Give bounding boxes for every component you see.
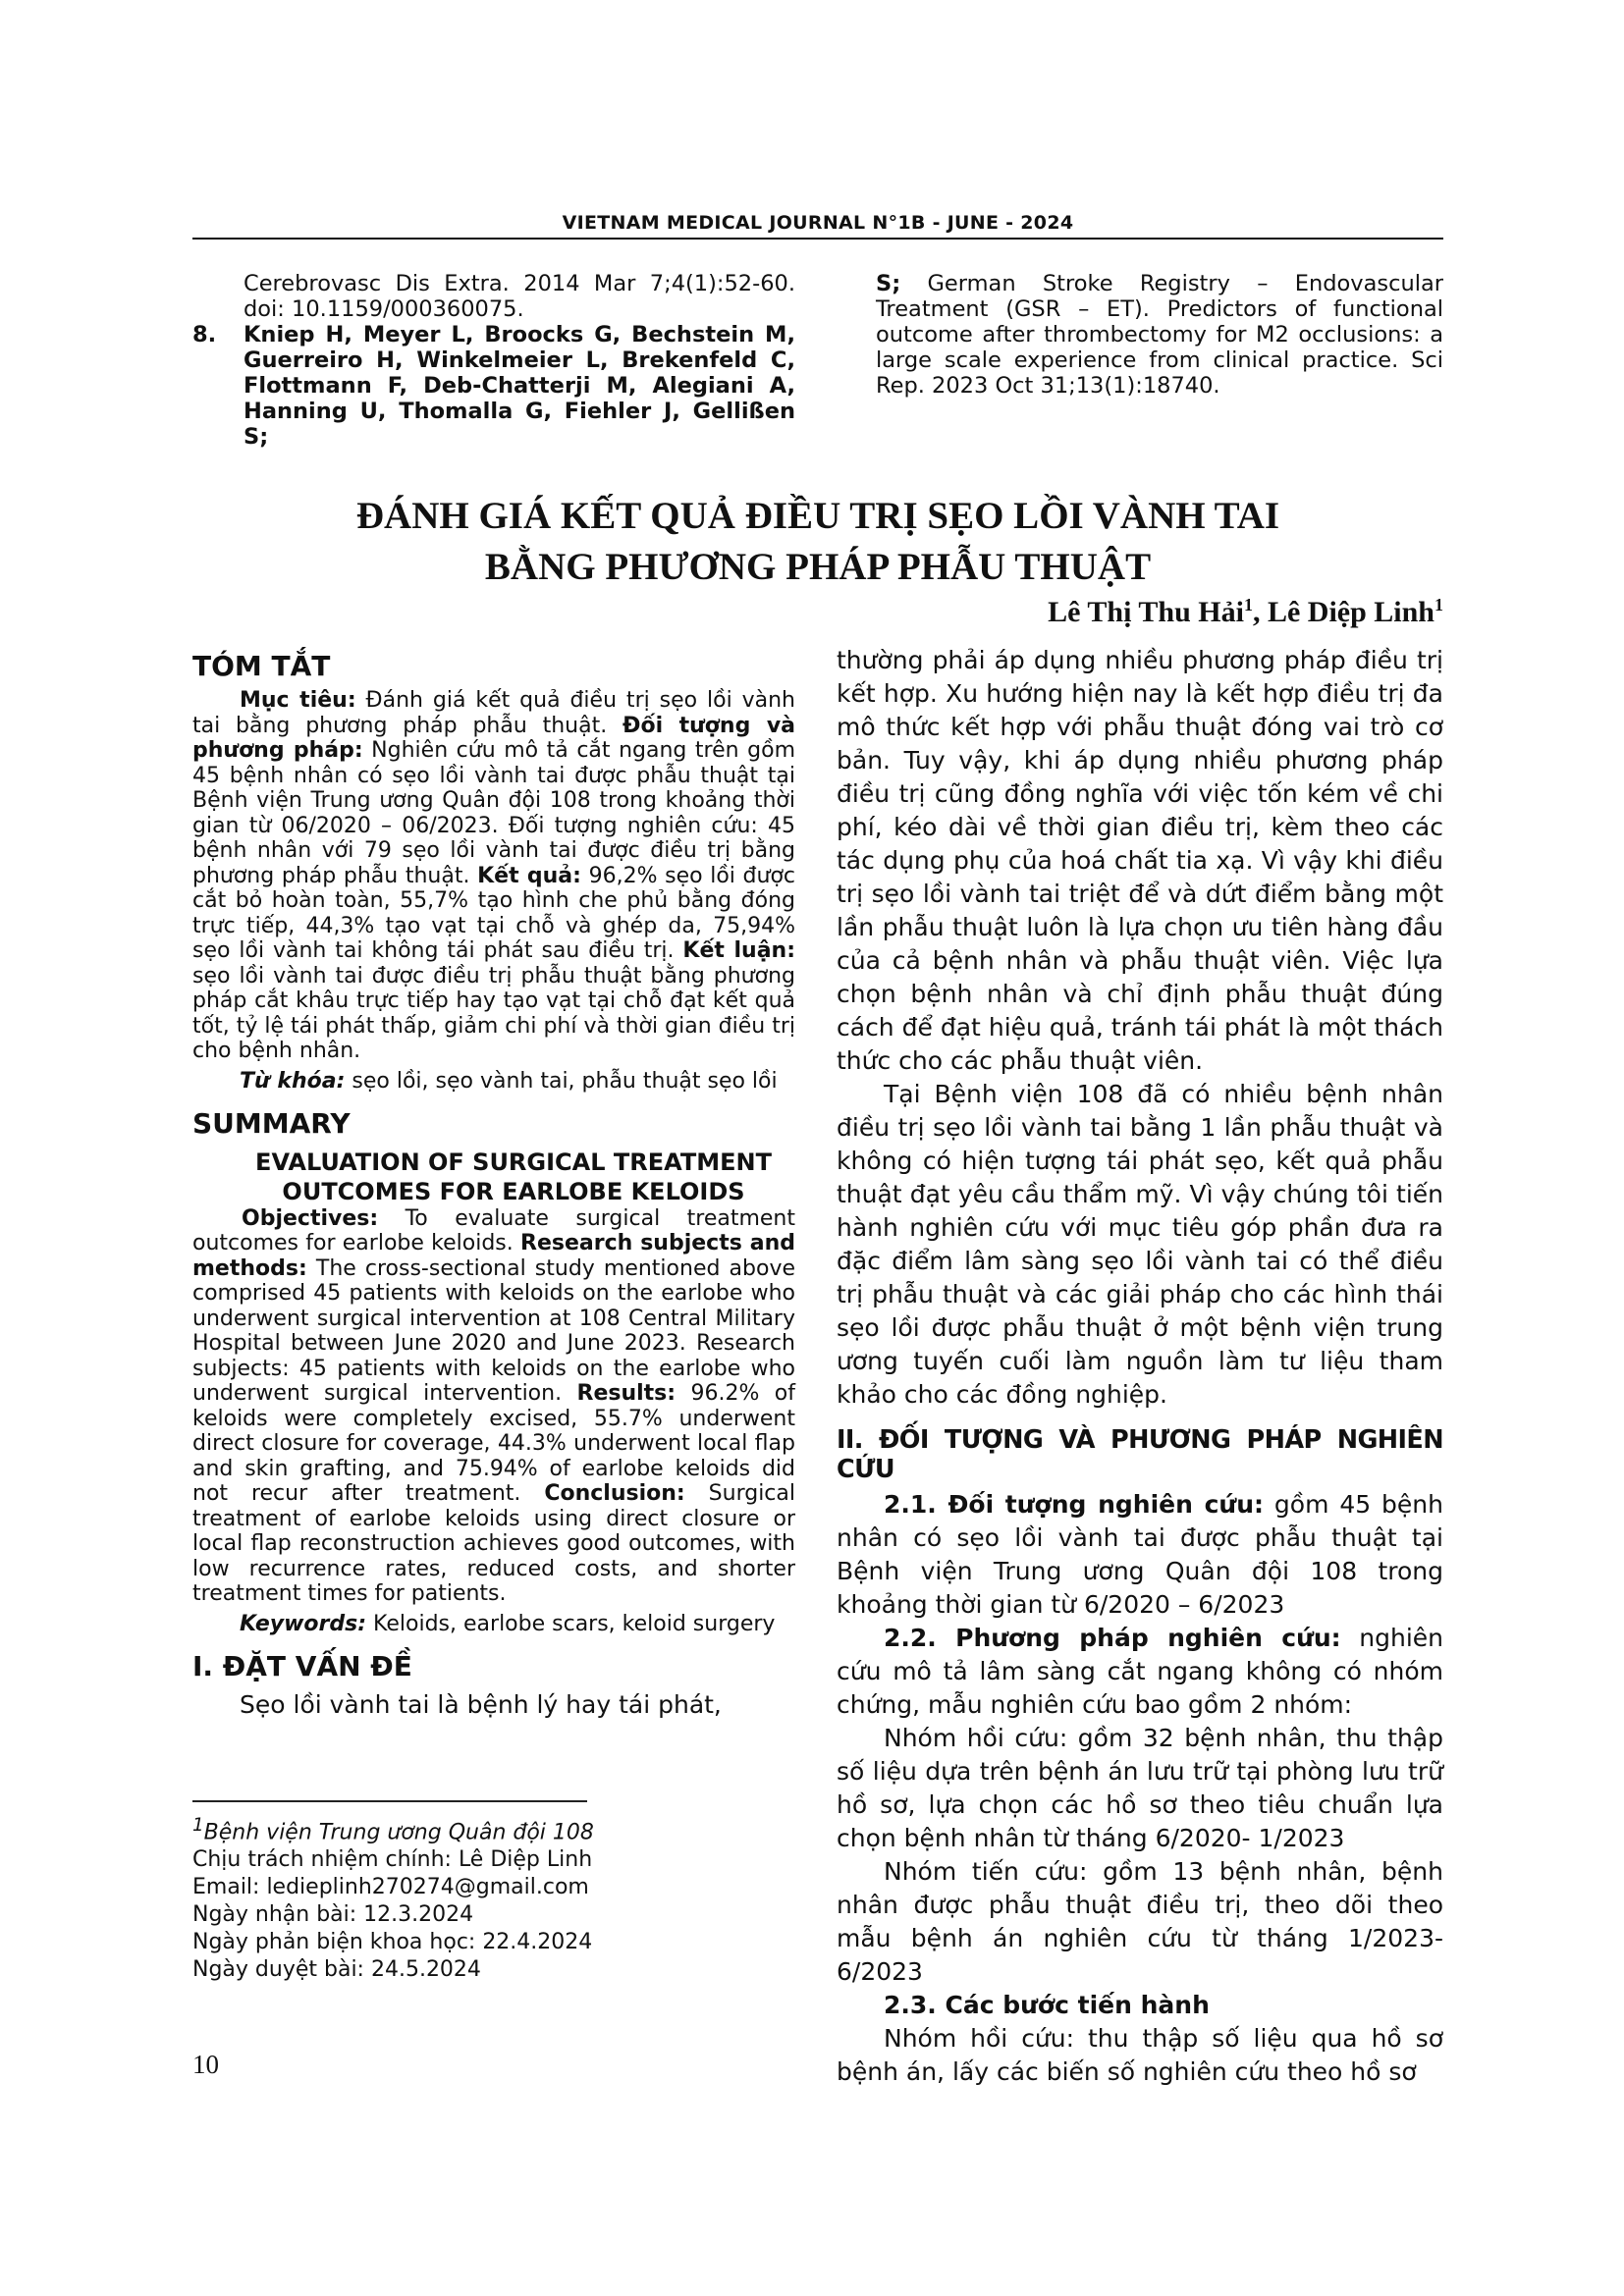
page-number: 10	[192, 2050, 219, 2079]
summary-heading: SUMMARY	[192, 1106, 351, 1140]
summary-title-line2: OUTCOMES FOR EARLOBE KELOIDS	[282, 1177, 745, 1205]
left-column	[192, 644, 795, 1722]
summary-keywords-label: Keywords:	[240, 1611, 367, 1636]
section-1-paragraph-1-continued: thường phải áp dụng nhiều phương pháp điều trị kết hợp. Xu hướng hiện nay là kết hợp điều trị đa mô thức kết hợp với phẫu thuật đóng vai trò cơ bản. Tuy vậy, khi áp dụng nhiều phương pháp điều trị cũng đồng nghĩa với việc tốn kém về chi phí, kéo dài về thời gian điều trị, kèm theo các tác dụng phụ của hoá chất tia xạ. Vì vậy khi điều trị sẹo lồi vành tai triệt để và dứt điểm bằng một lần phẫu thuật luôn là lựa chọn ưu tiên hàng đầu của cả bệnh nhân và phẫu thuật viên. Việc lựa chọn bệnh nhân và chỉ định phẫu thuật đúng cách để đạt hiệu quả, tránh tái phát là một thách thức cho các phẫu thuật viên.	[837, 646, 1443, 1075]
summary-title-line1: EVALUATION OF SURGICAL TREATMENT	[255, 1148, 772, 1176]
footnotes	[192, 1812, 795, 1984]
summary-conclusion: Surgical treatment of earlobe keloids using direct closure or local flap reconstruction achieves good outcomes, with low recurrence rates, reduced costs, and shorter treatment times for patients.	[192, 1481, 795, 1606]
footnote-affiliation-text: Bệnh viện Trung ương Quân đội 108	[203, 1820, 594, 1845]
reference-8	[192, 322, 795, 450]
author-1: Lê Thị Thu Hải	[1048, 596, 1244, 628]
summary-keywords	[192, 1611, 795, 1638]
section-1-heading: I. ĐẶT VẤN ĐỀ	[192, 1649, 412, 1682]
footnote-accepted: Ngày duyệt bài: 24.5.2024	[192, 1957, 481, 1983]
summary-results-label: Results:	[576, 1381, 677, 1406]
section-2-1-text: gồm 45 bệnh nhân có sẹo lồi vành tai được phẫu thuật tại Bệnh viện Trung ương Quân đội 108 trong khoảng thời gian từ 6/2020 – 6/2023	[837, 1490, 1444, 1619]
section-2-3-heading: 2.3. Các bước tiến hành	[884, 1991, 1210, 2019]
summary-results: 96.2% of keloids were completely excised, 55.7% underwent direct closure for coverage, 44.3% underwent local flap and skin grafting, and 75.94% of earlobe keloids did not recur after treatment.	[192, 1381, 795, 1506]
abstract-vi-heading: TÓM TẮT	[192, 650, 331, 682]
reference-8-rest: German Stroke Registry – Endovascular Treatment (GSR – ET). Predictors of functional outcome after thrombectomy for M2 occlusions: a large scale experience from clinical practice. Sci Rep. 2023 Oct 31;13(1):18740.	[876, 271, 1443, 399]
author-2-affil: 1	[1435, 595, 1443, 614]
article-title-line1: ĐÁNH GIÁ KẾT QUẢ ĐIỀU TRỊ SẸO LỒI VÀNH TAI	[355, 495, 1280, 537]
author-2: Lê Diệp Linh	[1267, 596, 1435, 628]
section-2-1-label: 2.1. Đối tượng nghiên cứu:	[884, 1490, 1264, 1519]
abstract-vi-objective: Đánh giá kết quả điều trị sẹo lồi vành tai bằng phương pháp phẫu thuật.	[192, 688, 795, 738]
section-2-2-text: nghiên cứu mô tả lâm sàng cắt ngang không có nhóm chứng, mẫu nghiên cứu bao gồm 2 nhóm:	[837, 1624, 1443, 1719]
summary-body	[192, 1206, 795, 1607]
section-2-heading: II. ĐỐI TƯỢNG VÀ PHƯƠNG PHÁP NGHIÊN CỨU	[837, 1425, 1443, 1484]
abstract-vi-objective-label: Mục tiêu:	[240, 688, 356, 713]
reference-8-authors-end: S;	[876, 271, 901, 296]
references-right	[876, 271, 1443, 399]
footnote-responsible: Chịu trách nhiệm chính: Lê Diệp Linh	[192, 1847, 593, 1873]
abstract-vi-methods: Nghiên cứu mô tả cắt ngang trên gồm 45 bệnh nhân có sẹo lồi vành tai được phẫu thuật tại Bệnh viện Trung ương Quân đội 108 trong khoảng thời gian từ 06/2020 – 06/2023. Đối tượng nghiên cứu: 45 bệnh nhân với 79 sẹo lồi vành tai được điều trị bằng phương pháp phẫu thuật.	[192, 738, 796, 888]
summary-methods: The cross-sectional study mentioned above comprised 45 patients with keloids on the earlobe who underwent surgical intervention at 108 Central Military Hospital between June 2020 and June 2023. Research subjects: 45 patients with keloids on the earlobe who underwent surgical intervention.	[192, 1255, 795, 1406]
footnote-affiliation	[192, 1812, 795, 1846]
summary-objectives: To evaluate surgical treatment outcomes for earlobe keloids.	[192, 1205, 795, 1255]
retrospective-group: Nhóm hồi cứu: gồm 32 bệnh nhân, thu thập số liệu dựa trên bệnh án lưu trữ tại phòng lưu trữ hồ sơ, lựa chọn các hồ sơ theo tiêu chuẩn lựa chọn bệnh nhân từ tháng 6/2020- 1/2023	[837, 1724, 1443, 1852]
footnote-email: Email: ledieplinh270274@gmail.com	[192, 1875, 589, 1900]
abstract-vi-keywords-label: Từ khóa:	[240, 1068, 346, 1094]
summary-keywords-text: Keloids, earlobe scars, keloid surgery	[366, 1611, 776, 1636]
section-2-3-text: Nhóm hồi cứu: thu thập số liệu qua hồ sơ bệnh án, lấy các biến số nghiên cứu theo hồ sơ	[837, 2024, 1443, 2086]
abstract-vi-keywords	[192, 1068, 795, 1095]
author-separator: ,	[1252, 596, 1268, 628]
references-left	[192, 271, 795, 450]
header-divider	[192, 238, 1443, 240]
abstract-vi-keywords-text: sẹo lồi, sẹo vành tai, phẫu thuật sẹo lồi	[345, 1068, 778, 1094]
abstract-vi-results-label: Kết quả:	[477, 863, 581, 888]
author-1-affil: 1	[1243, 595, 1253, 614]
summary-objectives-label: Objectives:	[242, 1205, 379, 1231]
footnote-reviewed: Ngày phản biện khoa học: 22.4.2024	[192, 1930, 593, 1955]
section-1-paragraph-2: Tại Bệnh viện 108 đã có nhiều bệnh nhân điều trị sẹo lồi vành tai bằng 1 lần phẫu thuật và không có hiện tượng tái phát sẹo, kết quả phẫu thuật đạt yêu cầu thẩm mỹ. Vì vậy chúng tôi tiến hành nghiên cứu với mục tiêu góp phần đưa ra đặc điểm lâm sàng sẹo lồi vành tai có thể điều trị phẫu thuật và các giải pháp cho các hình thái sẹo lồi được phẫu thuật ở một bệnh viện trung ương tuyến cuối làm nguồn làm tư liệu tham khảo cho các đồng nghiệp.	[837, 1080, 1443, 1409]
footnote-affiliation-sup: 1	[192, 1815, 204, 1836]
right-column	[837, 644, 1443, 2089]
abstract-vi-results: 96,2% sẹo lồi được cắt bỏ hoàn toàn, 55,7% tạo hình che phủ bằng đóng trực tiếp, 44,3% tạo vạt tại chỗ và ghép da, 75,94% sẹo lồi vành tai không tái phát sau điều trị.	[192, 863, 796, 963]
abstract-vi-conclusion: sẹo lồi vành tai được điều trị phẫu thuật bằng phương pháp cắt khâu trực tiếp hay tạo vạt tại chỗ đạt kết quả tốt, tỷ lệ tái phát thấp, giảm chi phí và thời gian điều trị cho bệnh nhân.	[192, 963, 795, 1063]
reference-7-continuation: Cerebrovasc Dis Extra. 2014 Mar 7;4(1):52-60. doi: 10.1159/000360075.	[244, 271, 795, 322]
reference-8-authors: Kniep H, Meyer L, Broocks G, Bechstein M, Guerreiro H, Winkelmeier L, Brekenfeld C, Flottmann F, Deb-Chatterji M, Alegiani A, Hanning U, Thomalla G, Fiehler J, Gellißen S;	[244, 322, 795, 450]
footnote-divider	[192, 1800, 587, 1802]
section-1-paragraph-1-start: Sẹo lồi vành tai là bệnh lý hay tái phát,	[240, 1689, 722, 1719]
section-2-2	[837, 1622, 1443, 1722]
section-2-1	[837, 1488, 1443, 1622]
prospective-group: Nhóm tiến cứu: gồm 13 bệnh nhân, bệnh nhân được phẫu thuật điều trị, theo dõi theo mẫu bệnh án nghiên cứu từ tháng 1/2023- 6/2023	[837, 1857, 1443, 1986]
reference-8-number: 8.	[192, 322, 217, 347]
section-2-2-label: 2.2. Phương pháp nghiên cứu:	[884, 1624, 1341, 1652]
article-title-line2: BẰNG PHƯƠNG PHÁP PHẪU THUẬT	[484, 546, 1152, 588]
journal-header: VIETNAM MEDICAL JOURNAL N°1B - JUNE - 2024	[562, 212, 1074, 234]
footnote-received: Ngày nhận bài: 12.3.2024	[192, 1902, 474, 1928]
abstract-vi-methods-label: Đối tượng và phương pháp:	[192, 713, 796, 763]
article-title	[192, 491, 1443, 593]
abstract-vi-conclusion-label: Kết luận:	[682, 938, 795, 963]
summary-methods-label: Research subjects and methods:	[192, 1231, 796, 1281]
summary-conclusion-label: Conclusion:	[544, 1481, 685, 1506]
article-authors	[1048, 595, 1443, 629]
abstract-vi-body	[192, 688, 795, 1064]
summary-title	[192, 1148, 795, 1206]
